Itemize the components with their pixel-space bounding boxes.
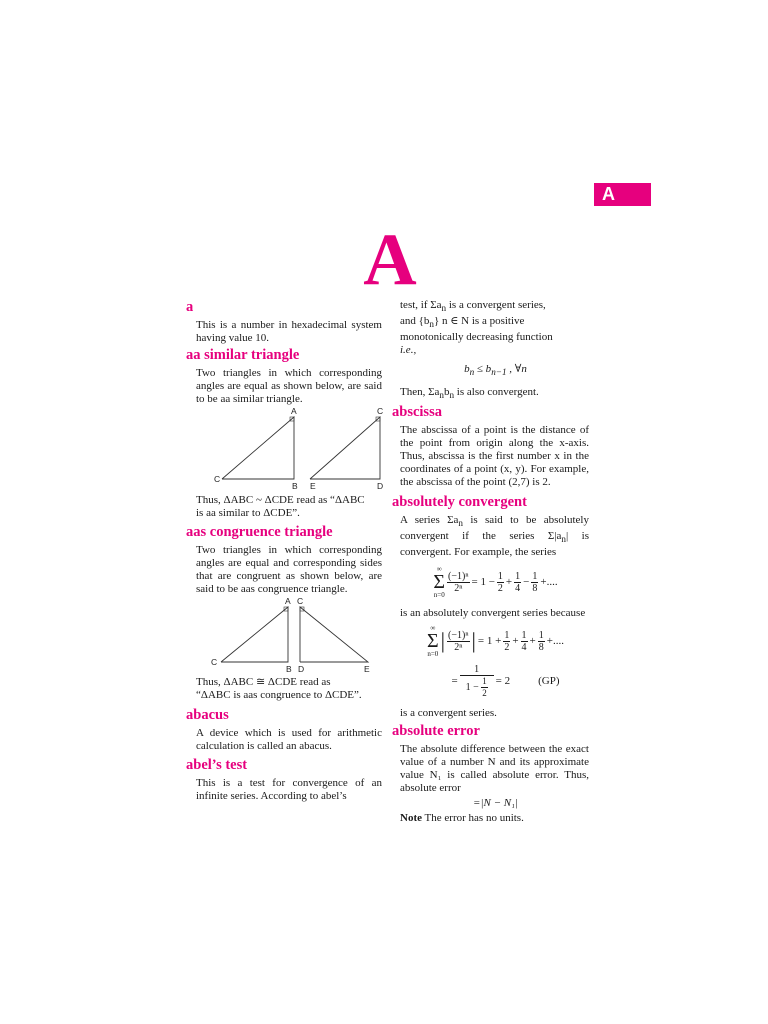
abel-condition-equation: $b_n \le b_{n-1}$ , ∀n: [464, 363, 527, 378]
definition-aas-congruence-triangle: Two triangles in which corresponding angles are equal and corresponding sides that are congruent as shown below, are said to be aas congruence triangle.: [196, 544, 382, 595]
term-aa-similar-triangle: aa similar triangle: [186, 347, 300, 363]
convergent-series-conclusion: is a convergent series.: [400, 707, 497, 720]
note-label: Note: [400, 812, 422, 825]
aa-caption-2: is aa similar to ΔCDE”.: [196, 507, 300, 519]
absolutely-convergent-because: is an absolutely convergent series because: [400, 607, 586, 620]
aa-caption-1: Thus, ΔABC ~ ΔCDE read as “ΔABC: [196, 494, 365, 506]
abel-continued-2: and $\{b_n\}$ n ∈ N is a positive: [400, 315, 525, 330]
abel-continued-1: test, if $\Sigma a_n$ is a convergent series,: [400, 299, 546, 314]
label-a-2: A: [285, 596, 291, 606]
term-abacus: abacus: [186, 707, 229, 723]
aas-caption-1: Thus, ΔABC ≅ ΔCDE read as: [196, 676, 331, 688]
label-e-2: E: [364, 664, 370, 674]
label-b: B: [292, 481, 298, 491]
triangle-cde-2: [300, 607, 368, 662]
right-column: [392, 299, 589, 825]
definition-aa-similar-triangle: Two triangles in which corresponding angles are equal as shown below, are said to be aa similar triangle.: [196, 367, 382, 405]
term-abscissa: abscissa: [392, 403, 442, 420]
series-example-2: ∞ Σ n=0 | $\frac{\text{(−1)ⁿ}}{\text{2ⁿ}}$ | = 1 + $\frac{1}{2}$ + $\frac{1}{4}$ + $\frac{1}{8}$ +....: [427, 624, 564, 659]
aas-congruent-triangles-figure: [196, 596, 386, 682]
definition-absolutely-convergent: A series $\Sigma a_n$ is said to be absolutely convergent if the series $\Sigma|a_n|$ is convergent. For example, the series: [400, 513, 589, 559]
label-a: A: [291, 406, 297, 416]
label-b-2: B: [286, 664, 292, 674]
abel-continued-4: i.e.,: [400, 344, 417, 357]
aas-caption-2: “ΔABC is aas congruence to ΔCDE”.: [196, 689, 362, 701]
term-absolute-error: absolute error: [392, 723, 480, 740]
label-c2-2: C: [297, 596, 304, 606]
term-a: a: [186, 299, 194, 315]
term-absolutely-convergent: absolutely convergent: [392, 493, 527, 510]
section-letter: A: [363, 219, 417, 301]
term-aas-congruence-triangle: aas congruence triangle: [186, 524, 333, 540]
absolute-error-equation: =|N − N₁|: [473, 797, 518, 810]
abel-conclusion: Then, $\Sigma a_nb_n$ is also convergent.: [400, 385, 539, 400]
definition-absolute-error: The absolute difference between the exact value of a number N and its approximate value N₁ is called absolute error. Thus, absolute error: [400, 743, 589, 795]
term-abels-test: abel’s test: [186, 757, 248, 773]
label-e: E: [310, 481, 316, 491]
definition-abscissa: The abscissa of a point is the distance of the point from origin along the x-axis. Thus, abscissa is the first number x in the coordinates of a point (x, y). For example, the abscissa of the point (2,7) is 2.: [400, 423, 589, 488]
triangle-abc-2: [221, 607, 288, 662]
series-example-1: ∞ Σ n=0 $\frac{\text{(−1)ⁿ}}{\text{2ⁿ}}$ = 1 − $\frac{1}{2}$ + $\frac{1}{4}$ − $\frac{1}{8}$ +....: [433, 565, 558, 600]
absolute-error-note: Note The error has no units.: [400, 812, 524, 825]
section-tab: A: [594, 183, 651, 206]
abel-continued-3: monotonically decreasing function: [400, 331, 553, 344]
definition-a: This is a number in hexadecimal system having value 10.: [196, 319, 382, 344]
definition-abacus: A device which is used for arithmetic calculation is called an abacus.: [196, 727, 382, 752]
geometric-series-sum: = 1 1 − $\frac{1}{2}$ = 2 (GP): [451, 664, 560, 699]
label-c2: C: [377, 406, 384, 416]
triangle-abc: [222, 417, 294, 479]
label-d: D: [377, 481, 384, 491]
label-c: C: [214, 474, 221, 484]
triangle-cde: [310, 417, 380, 479]
label-d-2: D: [298, 664, 305, 674]
aa-similar-triangles-figure: [196, 406, 386, 492]
definition-abels-test: This is a test for convergence of an infinite series. According to abel’s: [196, 777, 382, 802]
label-c-2: C: [211, 657, 218, 667]
sigma-symbol: ∞ Σ n=0: [433, 565, 446, 600]
left-column: [186, 297, 382, 803]
